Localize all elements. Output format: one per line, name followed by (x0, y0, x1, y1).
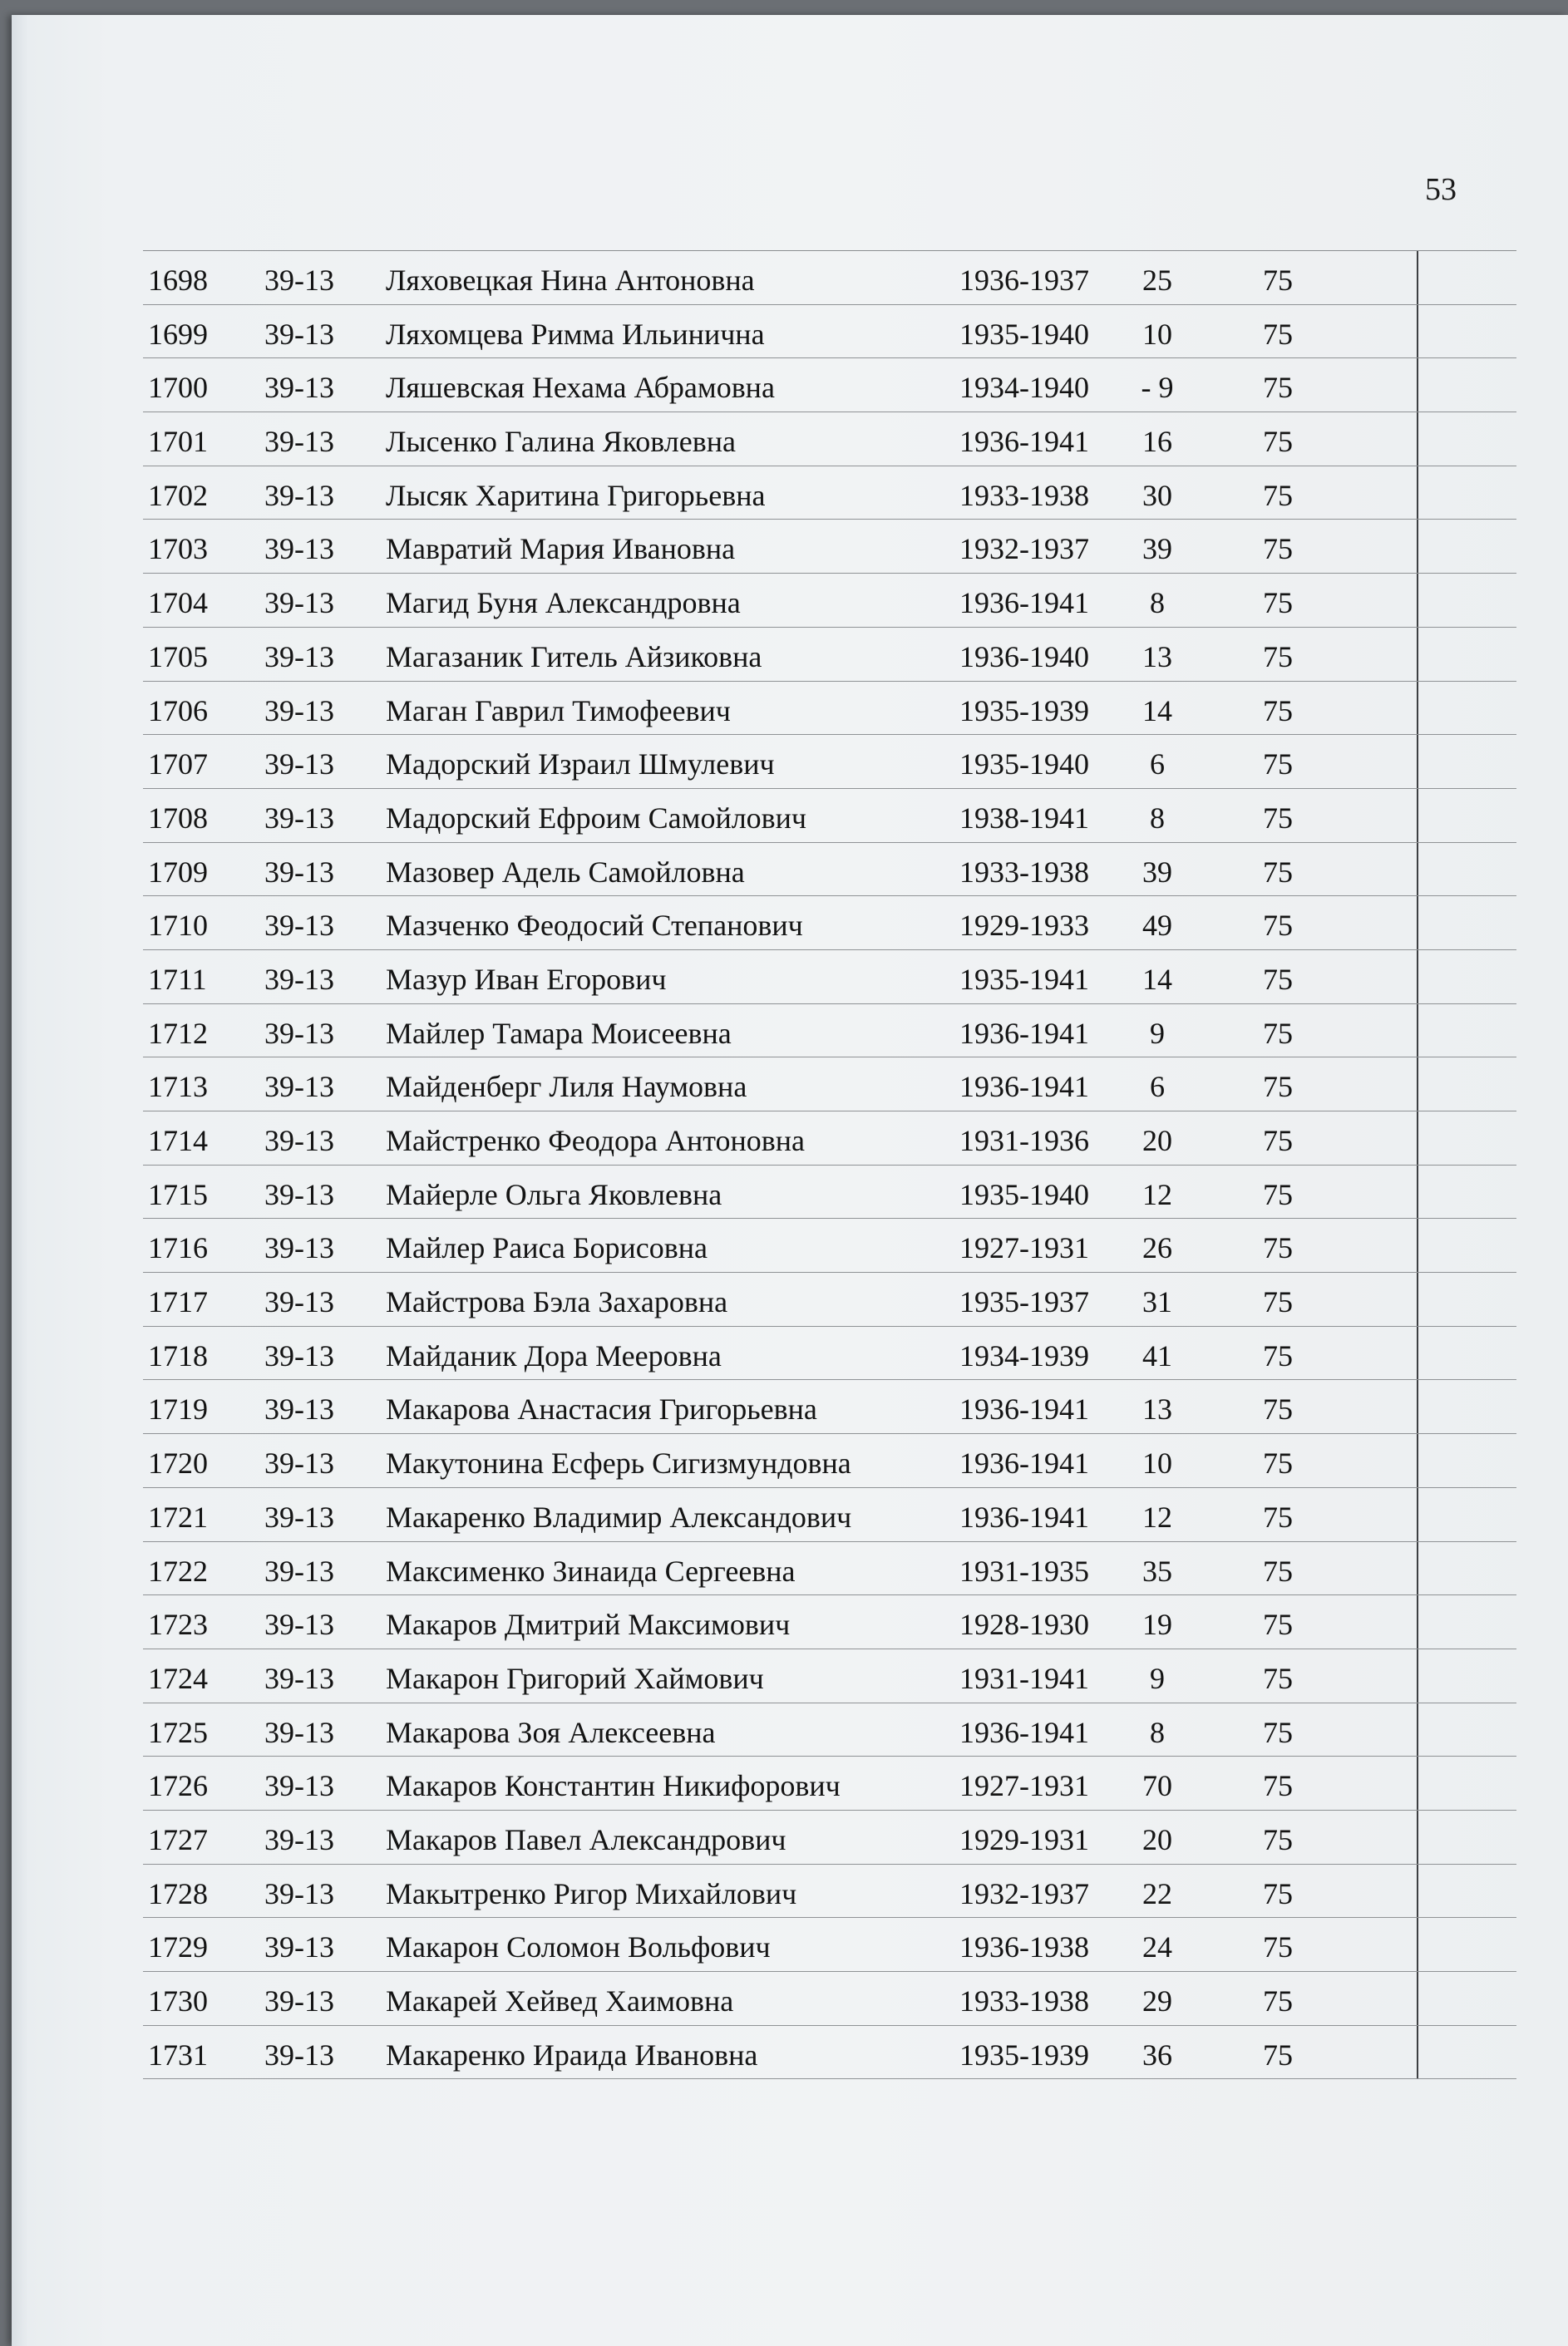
record-number: 1727 (148, 1822, 208, 1856)
fund-code: 39-13 (264, 532, 334, 566)
record-number: 1712 (148, 1016, 208, 1050)
column-divider (1417, 628, 1418, 681)
person-name: Майденберг Лиля Наумовна (386, 1070, 747, 1104)
record-number: 1728 (148, 1876, 208, 1910)
fund-code: 39-13 (264, 1070, 334, 1104)
sheet-count: 30 (1142, 478, 1172, 512)
register-table (143, 250, 1516, 2079)
retention-term: 75 (1263, 855, 1293, 889)
table-row (143, 1542, 1516, 1596)
page-number: 53 (1425, 172, 1457, 207)
years-range: 1936-1941 (959, 425, 1089, 459)
years-range: 1936-1941 (959, 586, 1089, 620)
sheet-count: 10 (1142, 1447, 1172, 1481)
document-page (12, 15, 1568, 2346)
record-number: 1722 (148, 1554, 208, 1588)
fund-code: 39-13 (264, 962, 334, 996)
person-name: Мадорский Израил Шмулевич (386, 747, 775, 781)
column-divider (1417, 1380, 1418, 1433)
record-number: 1704 (148, 586, 208, 620)
column-divider (1417, 520, 1418, 573)
column-divider (1417, 466, 1418, 520)
sheet-count: 39 (1142, 532, 1172, 566)
column-divider (1417, 1057, 1418, 1111)
record-number: 1723 (148, 1608, 208, 1642)
years-range: 1938-1941 (959, 801, 1089, 835)
person-name: Макаров Павел Александрович (386, 1822, 786, 1856)
person-name: Майлер Тамара Моисеевна (386, 1016, 732, 1050)
column-divider (1417, 305, 1418, 358)
table-row (143, 251, 1516, 305)
fund-code: 39-13 (264, 2038, 334, 2072)
person-name: Мазур Иван Егорович (386, 962, 667, 996)
fund-code: 39-13 (264, 586, 334, 620)
column-divider (1417, 358, 1418, 412)
sheet-count: 41 (1142, 1338, 1172, 1373)
table-row (143, 1327, 1516, 1381)
sheet-count: 26 (1142, 1231, 1172, 1265)
fund-code: 39-13 (264, 1177, 334, 1211)
record-number: 1703 (148, 532, 208, 566)
table-row (143, 2026, 1516, 2080)
years-range: 1934-1939 (959, 1338, 1089, 1373)
retention-term: 75 (1263, 1392, 1293, 1427)
person-name: Ляхомцева Римма Ильинична (386, 317, 765, 351)
column-divider (1417, 682, 1418, 735)
person-name: Магазаник Гитель Айзиковна (386, 639, 762, 673)
years-range: 1936-1938 (959, 1930, 1089, 1964)
retention-term: 75 (1263, 1822, 1293, 1856)
table-row (143, 1219, 1516, 1273)
retention-term: 75 (1263, 1124, 1293, 1157)
record-number: 1713 (148, 1070, 208, 1104)
sheet-count: 25 (1142, 264, 1172, 297)
record-number: 1731 (148, 2038, 208, 2072)
retention-term: 75 (1263, 1070, 1293, 1104)
record-number: 1702 (148, 478, 208, 512)
person-name: Мавратий Мария Ивановна (386, 532, 736, 566)
fund-code: 39-13 (264, 1231, 334, 1265)
sheet-count: 39 (1142, 855, 1172, 889)
years-range: 1927-1931 (959, 1769, 1089, 1803)
record-number: 1720 (148, 1447, 208, 1481)
fund-code: 39-13 (264, 1822, 334, 1856)
table-row (143, 520, 1516, 574)
retention-term: 75 (1263, 1285, 1293, 1319)
years-range: 1932-1937 (959, 532, 1089, 566)
sheet-count: 20 (1142, 1124, 1172, 1157)
fund-code: 39-13 (264, 639, 334, 673)
years-range: 1932-1937 (959, 1876, 1089, 1910)
years-range: 1936-1941 (959, 1500, 1089, 1534)
table-row (143, 1865, 1516, 1919)
sheet-count: 6 (1150, 1070, 1165, 1104)
table-row (143, 1972, 1516, 2026)
sheet-count: 24 (1142, 1930, 1172, 1964)
retention-term: 75 (1263, 532, 1293, 566)
years-range: 1936-1941 (959, 1392, 1089, 1427)
column-divider (1417, 1595, 1418, 1649)
table-row (143, 1757, 1516, 1811)
record-number: 1729 (148, 1930, 208, 1964)
years-range: 1929-1931 (959, 1822, 1089, 1856)
record-number: 1698 (148, 264, 208, 297)
sheet-count: 31 (1142, 1285, 1172, 1319)
fund-code: 39-13 (264, 1769, 334, 1803)
record-number: 1715 (148, 1177, 208, 1211)
record-number: 1730 (148, 1984, 208, 2018)
retention-term: 75 (1263, 1016, 1293, 1050)
record-number: 1725 (148, 1715, 208, 1749)
person-name: Макаренко Владимир Александович (386, 1500, 852, 1534)
retention-term: 75 (1263, 1876, 1293, 1910)
fund-code: 39-13 (264, 747, 334, 781)
sheet-count: 12 (1142, 1500, 1172, 1534)
column-divider (1417, 574, 1418, 627)
person-name: Лысяк Харитина Григорьевна (386, 478, 766, 512)
person-name: Макарон Григорий Хаймович (386, 1661, 764, 1695)
fund-code: 39-13 (264, 693, 334, 727)
fund-code: 39-13 (264, 1447, 334, 1481)
retention-term: 75 (1263, 1661, 1293, 1695)
retention-term: 75 (1263, 264, 1293, 297)
column-divider (1417, 1649, 1418, 1703)
table-row (143, 682, 1516, 736)
fund-code: 39-13 (264, 1608, 334, 1642)
sheet-count: 13 (1142, 1392, 1172, 1427)
column-divider (1417, 1434, 1418, 1487)
person-name: Макытренко Ригор Михайлович (386, 1876, 797, 1910)
fund-code: 39-13 (264, 478, 334, 512)
person-name: Магид Буня Александровна (386, 586, 741, 620)
years-range: 1936-1941 (959, 1016, 1089, 1050)
sheet-count: 6 (1150, 747, 1165, 781)
years-range: 1933-1938 (959, 478, 1089, 512)
fund-code: 39-13 (264, 855, 334, 889)
years-range: 1935-1940 (959, 317, 1089, 351)
record-number: 1714 (148, 1124, 208, 1157)
record-number: 1700 (148, 371, 208, 405)
fund-code: 39-13 (264, 1984, 334, 2018)
person-name: Макаров Дмитрий Максимович (386, 1608, 791, 1642)
table-row (143, 789, 1516, 843)
record-number: 1721 (148, 1500, 208, 1534)
retention-term: 75 (1263, 1554, 1293, 1588)
sheet-count: 20 (1142, 1822, 1172, 1856)
record-number: 1711 (148, 962, 207, 996)
fund-code: 39-13 (264, 1554, 334, 1588)
table-row (143, 1273, 1516, 1327)
person-name: Майстренко Феодора Антоновна (386, 1124, 806, 1157)
years-range: 1929-1933 (959, 909, 1089, 943)
table-row (143, 1595, 1516, 1649)
person-name: Майерле Ольга Яковлевна (386, 1177, 722, 1211)
person-name: Ляховецкая Нина Антоновна (386, 264, 755, 297)
sheet-count: 19 (1142, 1608, 1172, 1642)
column-divider (1417, 1542, 1418, 1595)
retention-term: 75 (1263, 317, 1293, 351)
years-range: 1931-1935 (959, 1554, 1089, 1588)
table-row (143, 843, 1516, 897)
person-name: Майданик Дора Мееровна (386, 1338, 722, 1373)
sheet-count: 14 (1142, 693, 1172, 727)
years-range: 1936-1940 (959, 639, 1089, 673)
retention-term: 75 (1263, 425, 1293, 459)
person-name: Максименко Зинаида Сергеевна (386, 1554, 796, 1588)
fund-code: 39-13 (264, 1715, 334, 1749)
retention-term: 75 (1263, 1447, 1293, 1481)
fund-code: 39-13 (264, 1285, 334, 1319)
table-row (143, 735, 1516, 789)
column-divider (1417, 251, 1418, 304)
fund-code: 39-13 (264, 1930, 334, 1964)
record-number: 1706 (148, 693, 208, 727)
retention-term: 75 (1263, 1984, 1293, 2018)
retention-term: 75 (1263, 801, 1293, 835)
retention-term: 75 (1263, 478, 1293, 512)
fund-code: 39-13 (264, 1338, 334, 1373)
person-name: Мазченко Феодосий Степанович (386, 909, 803, 943)
table-row (143, 412, 1516, 466)
table-row (143, 1918, 1516, 1972)
column-divider (1417, 896, 1418, 949)
table-row (143, 1057, 1516, 1111)
retention-term: 75 (1263, 371, 1293, 405)
retention-term: 75 (1263, 1608, 1293, 1642)
record-number: 1716 (148, 1231, 208, 1265)
fund-code: 39-13 (264, 1500, 334, 1534)
retention-term: 75 (1263, 1715, 1293, 1749)
sheet-count: 29 (1142, 1984, 1172, 2018)
fund-code: 39-13 (264, 317, 334, 351)
years-range: 1931-1941 (959, 1661, 1089, 1695)
table-row (143, 1434, 1516, 1488)
fund-code: 39-13 (264, 425, 334, 459)
column-divider (1417, 1111, 1418, 1165)
table-row (143, 358, 1516, 412)
column-divider (1417, 843, 1418, 896)
table-row (143, 466, 1516, 520)
sheet-count: 8 (1150, 586, 1165, 620)
sheet-count: 49 (1142, 909, 1172, 943)
table-row (143, 950, 1516, 1004)
person-name: Макутонина Есферь Сигизмундовна (386, 1447, 851, 1481)
retention-term: 75 (1263, 693, 1293, 727)
column-divider (1417, 950, 1418, 1003)
sheet-count: 8 (1150, 801, 1165, 835)
person-name: Майлер Раиса Борисовна (386, 1231, 708, 1265)
retention-term: 75 (1263, 1500, 1293, 1534)
sheet-count: 22 (1142, 1876, 1172, 1910)
record-number: 1699 (148, 317, 208, 351)
column-divider (1417, 1327, 1418, 1380)
sheet-count: 12 (1142, 1177, 1172, 1211)
retention-term: 75 (1263, 639, 1293, 673)
years-range: 1934-1940 (959, 371, 1089, 405)
retention-term: 75 (1263, 586, 1293, 620)
years-range: 1931-1936 (959, 1124, 1089, 1157)
years-range: 1933-1938 (959, 1984, 1089, 2018)
column-divider (1417, 1972, 1418, 2025)
years-range: 1927-1931 (959, 1231, 1089, 1265)
sheet-count: 36 (1142, 2038, 1172, 2072)
table-row (143, 628, 1516, 682)
retention-term: 75 (1263, 962, 1293, 996)
years-range: 1935-1941 (959, 962, 1089, 996)
retention-term: 75 (1263, 2038, 1293, 2072)
column-divider (1417, 1219, 1418, 1272)
person-name: Майстрова Бэла Захаровна (386, 1285, 728, 1319)
sheet-count: 10 (1142, 317, 1172, 351)
table-row (143, 1703, 1516, 1757)
retention-term: 75 (1263, 909, 1293, 943)
years-range: 1936-1941 (959, 1715, 1089, 1749)
column-divider (1417, 789, 1418, 842)
fund-code: 39-13 (264, 1876, 334, 1910)
column-divider (1417, 1757, 1418, 1810)
years-range: 1935-1937 (959, 1285, 1089, 1319)
column-divider (1417, 1918, 1418, 1971)
sheet-count: 35 (1142, 1554, 1172, 1588)
retention-term: 75 (1263, 1930, 1293, 1964)
record-number: 1708 (148, 801, 208, 835)
column-divider (1417, 1703, 1418, 1757)
sheet-count: 16 (1142, 425, 1172, 459)
column-divider (1417, 735, 1418, 788)
years-range: 1935-1940 (959, 747, 1089, 781)
years-range: 1935-1939 (959, 693, 1089, 727)
sheet-count: 9 (1150, 1016, 1165, 1050)
sheet-count: 13 (1142, 639, 1172, 673)
person-name: Макарон Соломон Вольфович (386, 1930, 771, 1964)
record-number: 1717 (148, 1285, 208, 1319)
column-divider (1417, 412, 1418, 466)
fund-code: 39-13 (264, 264, 334, 297)
fund-code: 39-13 (264, 1661, 334, 1695)
table-row (143, 1111, 1516, 1166)
sheet-count: - 9 (1141, 371, 1174, 405)
person-name: Лысенко Галина Яковлевна (386, 425, 736, 459)
retention-term: 75 (1263, 1338, 1293, 1373)
retention-term: 75 (1263, 747, 1293, 781)
retention-term: 75 (1263, 1177, 1293, 1211)
table-row (143, 1811, 1516, 1865)
column-divider (1417, 1273, 1418, 1326)
person-name: Мазовер Адель Самойловна (386, 855, 745, 889)
fund-code: 39-13 (264, 1392, 334, 1427)
column-divider (1417, 1004, 1418, 1057)
record-number: 1719 (148, 1392, 208, 1427)
table-row (143, 1649, 1516, 1703)
column-divider (1417, 2026, 1418, 2079)
table-row (143, 574, 1516, 628)
person-name: Ляшевская Нехама Абрамовна (386, 371, 775, 405)
fund-code: 39-13 (264, 1016, 334, 1050)
person-name: Макаров Константин Никифорович (386, 1769, 841, 1803)
fund-code: 39-13 (264, 801, 334, 835)
person-name: Макарова Зоя Алексеевна (386, 1715, 716, 1749)
record-number: 1724 (148, 1661, 208, 1695)
sheet-count: 8 (1150, 1715, 1165, 1749)
fund-code: 39-13 (264, 909, 334, 943)
table-row (143, 1166, 1516, 1220)
sheet-count: 70 (1142, 1769, 1172, 1803)
person-name: Макаренко Ираида Ивановна (386, 2038, 758, 2072)
person-name: Макарова Анастасия Григорьевна (386, 1392, 817, 1427)
record-number: 1701 (148, 425, 208, 459)
fund-code: 39-13 (264, 371, 334, 405)
person-name: Маган Гаврил Тимофеевич (386, 693, 731, 727)
sheet-count: 14 (1142, 962, 1172, 996)
years-range: 1933-1938 (959, 855, 1089, 889)
years-range: 1935-1939 (959, 2038, 1089, 2072)
person-name: Мадорский Ефроим Самойлович (386, 801, 807, 835)
table-row (143, 1488, 1516, 1542)
person-name: Макарей Хейвед Хаимовна (386, 1984, 734, 2018)
years-range: 1935-1940 (959, 1177, 1089, 1211)
retention-term: 75 (1263, 1769, 1293, 1803)
record-number: 1705 (148, 639, 208, 673)
fund-code: 39-13 (264, 1124, 334, 1157)
column-divider (1417, 1865, 1418, 1918)
column-divider (1417, 1488, 1418, 1541)
record-number: 1707 (148, 747, 208, 781)
table-row (143, 896, 1516, 950)
record-number: 1709 (148, 855, 208, 889)
record-number: 1718 (148, 1338, 208, 1373)
years-range: 1928-1930 (959, 1608, 1089, 1642)
table-row (143, 1380, 1516, 1434)
years-range: 1936-1941 (959, 1447, 1089, 1481)
record-number: 1726 (148, 1769, 208, 1803)
table-row (143, 305, 1516, 359)
record-number: 1710 (148, 909, 208, 943)
years-range: 1936-1941 (959, 1070, 1089, 1104)
retention-term: 75 (1263, 1231, 1293, 1265)
table-row (143, 1004, 1516, 1058)
sheet-count: 9 (1150, 1661, 1165, 1695)
years-range: 1936-1937 (959, 264, 1089, 297)
column-divider (1417, 1166, 1418, 1219)
column-divider (1417, 1811, 1418, 1864)
